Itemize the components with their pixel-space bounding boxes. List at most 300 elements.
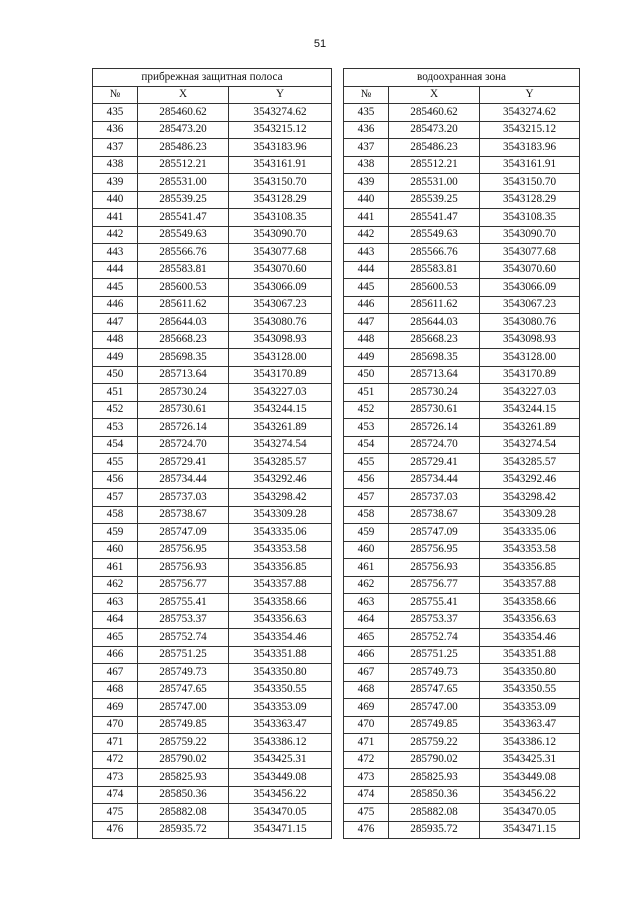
table-row (344, 524, 580, 542)
table-row (93, 454, 332, 472)
cell-x: 285935.72 (389, 821, 480, 839)
table-row (93, 419, 332, 437)
cell-x: 285753.37 (389, 611, 480, 629)
cell-y: 3543244.15 (229, 401, 332, 419)
cell-x: 285734.44 (389, 471, 480, 489)
cell-y: 3543183.96 (480, 139, 580, 157)
column-header-y: Y (480, 86, 580, 104)
cell-number: 449 (344, 349, 389, 367)
cell-x: 285600.53 (138, 279, 229, 297)
table-row (93, 209, 332, 227)
cell-x: 285726.14 (138, 419, 229, 437)
cell-number: 453 (93, 419, 138, 437)
cell-x: 285583.81 (389, 261, 480, 279)
cell-y: 3543070.60 (480, 261, 580, 279)
table-row (93, 699, 332, 717)
cell-x: 285755.41 (138, 594, 229, 612)
cell-number: 473 (344, 769, 389, 787)
table-row (344, 471, 580, 489)
cell-number: 450 (344, 366, 389, 384)
cell-x: 285747.00 (138, 699, 229, 717)
cell-number: 474 (93, 786, 138, 804)
cell-y: 3543357.88 (480, 576, 580, 594)
cell-y: 3543456.22 (480, 786, 580, 804)
cell-number: 444 (344, 261, 389, 279)
cell-x: 285825.93 (389, 769, 480, 787)
cell-number: 476 (93, 821, 138, 839)
cell-y: 3543353.58 (480, 541, 580, 559)
cell-y: 3543227.03 (480, 384, 580, 402)
cell-y: 3543335.06 (480, 524, 580, 542)
table-row (344, 611, 580, 629)
cell-x: 285460.62 (138, 104, 229, 122)
table-row (344, 384, 580, 402)
table-row (93, 716, 332, 734)
cell-number: 459 (344, 524, 389, 542)
table-row (344, 559, 580, 577)
cell-y: 3543350.80 (229, 664, 332, 682)
cell-y: 3543274.54 (229, 436, 332, 454)
table-row (93, 244, 332, 262)
cell-y: 3543357.88 (229, 576, 332, 594)
table-row (93, 156, 332, 174)
table-body (93, 104, 332, 839)
cell-number: 456 (344, 471, 389, 489)
cell-y: 3543351.88 (229, 646, 332, 664)
cell-y: 3543128.29 (480, 191, 580, 209)
cell-y: 3543261.89 (229, 419, 332, 437)
cell-x: 285724.70 (138, 436, 229, 454)
cell-number: 470 (344, 716, 389, 734)
cell-y: 3543350.80 (480, 664, 580, 682)
cell-x: 285726.14 (389, 419, 480, 437)
cell-number: 472 (344, 751, 389, 769)
cell-number: 447 (344, 314, 389, 332)
cell-y: 3543456.22 (229, 786, 332, 804)
cell-number: 456 (93, 471, 138, 489)
cell-x: 285541.47 (138, 209, 229, 227)
cell-y: 3543449.08 (229, 769, 332, 787)
cell-number: 447 (93, 314, 138, 332)
cell-y: 3543353.58 (229, 541, 332, 559)
cell-y: 3543350.55 (229, 681, 332, 699)
table-row (344, 296, 580, 314)
cell-y: 3543356.85 (229, 559, 332, 577)
cell-number: 463 (93, 594, 138, 612)
cell-y: 3543128.00 (229, 349, 332, 367)
table-row (93, 139, 332, 157)
cell-number: 452 (344, 401, 389, 419)
table-row (344, 121, 580, 139)
cell-number: 470 (93, 716, 138, 734)
cell-number: 464 (93, 611, 138, 629)
cell-y: 3543215.12 (480, 121, 580, 139)
cell-x: 285512.21 (389, 156, 480, 174)
cell-number: 466 (93, 646, 138, 664)
cell-x: 285473.20 (138, 121, 229, 139)
column-header-x: X (138, 86, 229, 104)
table-row (93, 471, 332, 489)
cell-number: 442 (344, 226, 389, 244)
cell-number: 440 (93, 191, 138, 209)
table-row (93, 349, 332, 367)
cell-x: 285539.25 (138, 191, 229, 209)
cell-number: 448 (344, 331, 389, 349)
cell-y: 3543066.09 (480, 279, 580, 297)
table-row (344, 576, 580, 594)
cell-y: 3543309.28 (229, 506, 332, 524)
cell-y: 3543150.70 (229, 174, 332, 192)
table-row (344, 139, 580, 157)
cell-x: 285512.21 (138, 156, 229, 174)
cell-y: 3543170.89 (229, 366, 332, 384)
cell-y: 3543298.42 (229, 489, 332, 507)
cell-x: 285486.23 (138, 139, 229, 157)
cell-y: 3543077.68 (480, 244, 580, 262)
cell-x: 285749.73 (138, 664, 229, 682)
cell-x: 285850.36 (389, 786, 480, 804)
table-row (93, 121, 332, 139)
table-row (344, 681, 580, 699)
cell-number: 462 (344, 576, 389, 594)
table-row (93, 366, 332, 384)
table-row (93, 594, 332, 612)
cell-x: 285668.23 (389, 331, 480, 349)
cell-x: 285541.47 (389, 209, 480, 227)
cell-number: 473 (93, 769, 138, 787)
cell-x: 285759.22 (389, 734, 480, 752)
table-row (93, 629, 332, 647)
cell-number: 462 (93, 576, 138, 594)
cell-number: 469 (93, 699, 138, 717)
cell-number: 469 (344, 699, 389, 717)
cell-number: 461 (93, 559, 138, 577)
cell-y: 3543470.05 (480, 804, 580, 822)
cell-x: 285882.08 (389, 804, 480, 822)
cell-y: 3543356.63 (480, 611, 580, 629)
cell-number: 464 (344, 611, 389, 629)
cell-x: 285531.00 (138, 174, 229, 192)
table-row (344, 769, 580, 787)
cell-number: 438 (93, 156, 138, 174)
table-row (344, 716, 580, 734)
cell-number: 461 (344, 559, 389, 577)
table-row (93, 191, 332, 209)
cell-number: 471 (344, 734, 389, 752)
cell-y: 3543090.70 (229, 226, 332, 244)
cell-x: 285752.74 (138, 629, 229, 647)
cell-x: 285756.95 (389, 541, 480, 559)
cell-x: 285566.76 (389, 244, 480, 262)
cell-x: 285583.81 (138, 261, 229, 279)
cell-x: 285539.25 (389, 191, 480, 209)
table-row (344, 331, 580, 349)
cell-number: 457 (344, 489, 389, 507)
cell-y: 3543471.15 (480, 821, 580, 839)
cell-y: 3543244.15 (480, 401, 580, 419)
cell-number: 436 (344, 121, 389, 139)
cell-y: 3543309.28 (480, 506, 580, 524)
cell-number: 453 (344, 419, 389, 437)
table-row (344, 699, 580, 717)
cell-x: 285738.67 (389, 506, 480, 524)
table-row (93, 681, 332, 699)
cell-number: 435 (344, 104, 389, 122)
cell-number: 467 (93, 664, 138, 682)
table-row (93, 104, 332, 122)
cell-x: 285737.03 (389, 489, 480, 507)
table-row (93, 576, 332, 594)
table-row (344, 751, 580, 769)
cell-x: 285753.37 (138, 611, 229, 629)
cell-x: 285882.08 (138, 804, 229, 822)
cell-number: 458 (93, 506, 138, 524)
cell-x: 285756.95 (138, 541, 229, 559)
cell-y: 3543070.60 (229, 261, 332, 279)
cell-x: 285460.62 (389, 104, 480, 122)
cell-y: 3543080.76 (480, 314, 580, 332)
table-row (344, 541, 580, 559)
cell-y: 3543161.91 (480, 156, 580, 174)
table-row (344, 226, 580, 244)
cell-x: 285730.61 (389, 401, 480, 419)
cell-y: 3543470.05 (229, 804, 332, 822)
cell-x: 285747.09 (138, 524, 229, 542)
table-row (344, 629, 580, 647)
cell-y: 3543425.31 (229, 751, 332, 769)
cell-number: 451 (344, 384, 389, 402)
cell-y: 3543363.47 (229, 716, 332, 734)
cell-y: 3543386.12 (480, 734, 580, 752)
cell-number: 454 (93, 436, 138, 454)
water-protection-zone-table (343, 68, 580, 839)
coastal-protection-strip-table (92, 68, 332, 839)
cell-x: 285755.41 (389, 594, 480, 612)
cell-x: 285698.35 (138, 349, 229, 367)
cell-x: 285729.41 (389, 454, 480, 472)
cell-number: 436 (93, 121, 138, 139)
cell-x: 285747.00 (389, 699, 480, 717)
cell-y: 3543183.96 (229, 139, 332, 157)
cell-y: 3543066.09 (229, 279, 332, 297)
cell-number: 460 (344, 541, 389, 559)
cell-number: 466 (344, 646, 389, 664)
cell-x: 285737.03 (138, 489, 229, 507)
cell-y: 3543098.93 (480, 331, 580, 349)
cell-y: 3543335.06 (229, 524, 332, 542)
cell-y: 3543351.88 (480, 646, 580, 664)
cell-y: 3543108.35 (229, 209, 332, 227)
cell-x: 285749.73 (389, 664, 480, 682)
cell-x: 285749.85 (389, 716, 480, 734)
cell-y: 3543285.57 (480, 454, 580, 472)
cell-number: 468 (93, 681, 138, 699)
cell-y: 3543350.55 (480, 681, 580, 699)
cell-x: 285756.77 (389, 576, 480, 594)
table-row (344, 401, 580, 419)
cell-number: 460 (93, 541, 138, 559)
cell-number: 438 (344, 156, 389, 174)
cell-number: 437 (344, 139, 389, 157)
cell-y: 3543274.54 (480, 436, 580, 454)
table-row (93, 541, 332, 559)
cell-y: 3543128.00 (480, 349, 580, 367)
table-row (93, 664, 332, 682)
cell-y: 3543386.12 (229, 734, 332, 752)
cell-x: 285756.93 (138, 559, 229, 577)
page-number: 51 (313, 38, 327, 50)
cell-y: 3543077.68 (229, 244, 332, 262)
table-row (93, 786, 332, 804)
cell-x: 285549.63 (138, 226, 229, 244)
cell-number: 465 (93, 629, 138, 647)
cell-x: 285713.64 (138, 366, 229, 384)
cell-number: 471 (93, 734, 138, 752)
cell-y: 3543354.46 (229, 629, 332, 647)
cell-x: 285600.53 (389, 279, 480, 297)
table-row (344, 804, 580, 822)
table-row (344, 594, 580, 612)
cell-y: 3543358.66 (229, 594, 332, 612)
cell-x: 285850.36 (138, 786, 229, 804)
cell-number: 465 (344, 629, 389, 647)
cell-number: 468 (344, 681, 389, 699)
cell-x: 285611.62 (389, 296, 480, 314)
cell-y: 3543292.46 (229, 471, 332, 489)
column-header-y: Y (229, 86, 332, 104)
cell-number: 449 (93, 349, 138, 367)
cell-y: 3543067.23 (229, 296, 332, 314)
table-row (93, 401, 332, 419)
table-row (344, 209, 580, 227)
cell-y: 3543080.76 (229, 314, 332, 332)
cell-y: 3543108.35 (480, 209, 580, 227)
cell-x: 285738.67 (138, 506, 229, 524)
cell-y: 3543356.85 (480, 559, 580, 577)
cell-x: 285724.70 (389, 436, 480, 454)
cell-x: 285734.44 (138, 471, 229, 489)
cell-x: 285747.65 (138, 681, 229, 699)
cell-y: 3543067.23 (480, 296, 580, 314)
cell-x: 285644.03 (389, 314, 480, 332)
table-row (93, 559, 332, 577)
cell-x: 285730.24 (138, 384, 229, 402)
cell-x: 285566.76 (138, 244, 229, 262)
cell-number: 454 (344, 436, 389, 454)
cell-x: 285730.24 (389, 384, 480, 402)
cell-number: 457 (93, 489, 138, 507)
cell-number: 445 (344, 279, 389, 297)
cell-number: 451 (93, 384, 138, 402)
table-row (93, 751, 332, 769)
cell-y: 3543285.57 (229, 454, 332, 472)
cell-number: 458 (344, 506, 389, 524)
cell-y: 3543161.91 (229, 156, 332, 174)
cell-y: 3543261.89 (480, 419, 580, 437)
cell-x: 285730.61 (138, 401, 229, 419)
table-row (93, 804, 332, 822)
cell-y: 3543292.46 (480, 471, 580, 489)
table-row (344, 786, 580, 804)
cell-x: 285752.74 (389, 629, 480, 647)
table-row (93, 384, 332, 402)
cell-y: 3543274.62 (480, 104, 580, 122)
cell-number: 441 (93, 209, 138, 227)
cell-y: 3543128.29 (229, 191, 332, 209)
cell-x: 285713.64 (389, 366, 480, 384)
cell-x: 285644.03 (138, 314, 229, 332)
table-row (344, 366, 580, 384)
table-row (93, 506, 332, 524)
table-row (344, 646, 580, 664)
cell-x: 285668.23 (138, 331, 229, 349)
cell-number: 443 (93, 244, 138, 262)
cell-x: 285790.02 (138, 751, 229, 769)
cell-number: 439 (93, 174, 138, 192)
cell-x: 285756.77 (138, 576, 229, 594)
cell-y: 3543227.03 (229, 384, 332, 402)
table-row (93, 226, 332, 244)
cell-x: 285698.35 (389, 349, 480, 367)
column-header-x: X (389, 86, 480, 104)
table-row (93, 734, 332, 752)
cell-number: 448 (93, 331, 138, 349)
cell-y: 3543170.89 (480, 366, 580, 384)
table-row (344, 419, 580, 437)
cell-number: 459 (93, 524, 138, 542)
cell-x: 285749.85 (138, 716, 229, 734)
cell-number: 467 (344, 664, 389, 682)
cell-y: 3543090.70 (480, 226, 580, 244)
cell-number: 444 (93, 261, 138, 279)
table-row (93, 296, 332, 314)
table-row (93, 821, 332, 839)
cell-y: 3543353.09 (229, 699, 332, 717)
table-row (344, 821, 580, 839)
cell-y: 3543274.62 (229, 104, 332, 122)
cell-x: 285747.65 (389, 681, 480, 699)
table-row (344, 506, 580, 524)
cell-y: 3543356.63 (229, 611, 332, 629)
column-header-number: № (93, 86, 138, 104)
cell-y: 3543363.47 (480, 716, 580, 734)
table-row (93, 489, 332, 507)
cell-x: 285611.62 (138, 296, 229, 314)
table-row (93, 436, 332, 454)
cell-number: 476 (344, 821, 389, 839)
table-body (344, 104, 580, 839)
cell-number: 474 (344, 786, 389, 804)
cell-x: 285729.41 (138, 454, 229, 472)
table-row (344, 244, 580, 262)
table-row (344, 489, 580, 507)
table-row (344, 156, 580, 174)
table-row (344, 279, 580, 297)
table-title: водоохранная зона (344, 69, 580, 87)
table-row (93, 331, 332, 349)
table-row (344, 436, 580, 454)
cell-number: 443 (344, 244, 389, 262)
cell-x: 285486.23 (389, 139, 480, 157)
table-row (93, 769, 332, 787)
cell-number: 455 (93, 454, 138, 472)
cell-x: 285935.72 (138, 821, 229, 839)
table-row (93, 314, 332, 332)
cell-x: 285751.25 (389, 646, 480, 664)
table-row (344, 349, 580, 367)
table-row (344, 191, 580, 209)
table-row (93, 524, 332, 542)
